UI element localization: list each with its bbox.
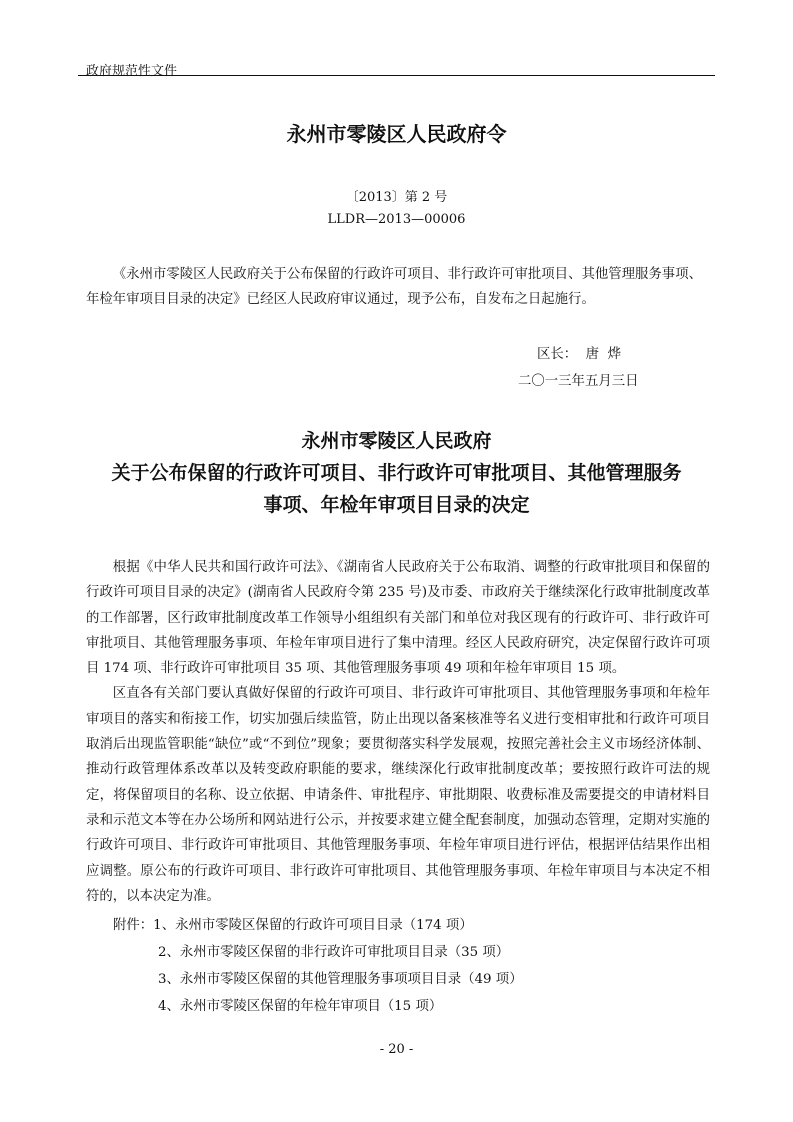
body-paragraph: 区直各有关部门要认真做好保留的行政许可项目、非行政许可审批项目、其他管理服务事项和年检年审项目的落实和衔接工作，切实加强后续监管，防止出现以备案核准等名义进行变相审批和行政许可项目取消后出现监管职能“缺位”或“不到位”现象；要贯彻落实科学发展观，按照完善社会主义市场经济体制、推动行政管理体系改革以及转变政府职能的要求，继续深化行政审批制度改革；要按照行政许可法的规定，将保留项目的名称、设立依据、申请条件、审批程序、审批期限、收费标准及需要提交的申请材料目录和示范文本等在办公场所和网站进行公示，并按要求建立健全配套制度，加强动态管理，定期对实施的行政许可项目、非行政许可审批项目、其他管理服务事项、年检年审项目进行评估，根据评估结果作出相应调整。原公布的行政许可项目、非行政许可审批项目、其他管理服务事项、年检年审项目与本决定不相符的，以本决定为准。: [86, 686, 710, 904]
order-date: 二〇一三年五月三日: [518, 374, 639, 389]
decision-title-line: 事项、年检年审项目目录的决定: [263, 494, 530, 516]
attachment-item: 4、永州市零陵区保留的年检年审项目（15 项）: [158, 999, 443, 1014]
order-title: 永州市零陵区人民政府令: [286, 122, 507, 146]
attachment-item: 附件：1、永州市零陵区保留的行政许可项目目录（174 项）: [113, 918, 473, 933]
decision-title-line: 关于公布保留的行政许可项目、非行政许可审批项目、其他管理服务: [111, 462, 682, 484]
attachment-item: 2、永州市零陵区保留的非行政许可审批项目目录（35 项）: [158, 945, 510, 960]
signature-line: 区长： 唐 烨: [537, 347, 621, 362]
attachment-item: 3、永州市零陵区保留的其他管理服务事项项目目录（49 项）: [158, 972, 523, 987]
attachments-list: [86, 912, 523, 1020]
decision-title: [0, 425, 793, 521]
order-intro: 《永州市零陵区人民政府关于公布保留的行政许可项目、非行政许可审批项目、其他管理服务事项、年检年审项目目录的决定》已经区人民政府审议通过，现予公布，自发布之日起施行。: [86, 267, 702, 307]
header-rule: [78, 75, 715, 76]
document-code: LLDR—2013—00006: [327, 212, 466, 227]
running-header: 政府规范性文件: [86, 64, 178, 79]
body-paragraph: 根据《中华人民共和国行政许可法》、《湖南省人民政府关于公布取消、调整的行政审批项目和保留的行政许可项目目录的决定》(湖南省人民政府令第 235 号)及市委、市政府关于继续深化行政审批制度改革的工作部署，区行政审批制度改革工作领导小组组织有关部门和单位对我区现有的行政许可、非行政许可审批项目、其他管理服务事项、年检年审项目进行了集中清理。经区人民政府研究，决定保留行政许可项目 174 项、非行政许可审批项目 35 项、其他管理服务事项 49 项和年检年审项目 15 项。: [86, 560, 710, 677]
decision-title-line: 永州市零陵区人民政府: [301, 430, 492, 452]
decision-body: [86, 555, 710, 909]
page-number: - 20 -: [379, 1042, 414, 1057]
document-number: 〔2013〕第 2 号: [345, 190, 448, 205]
